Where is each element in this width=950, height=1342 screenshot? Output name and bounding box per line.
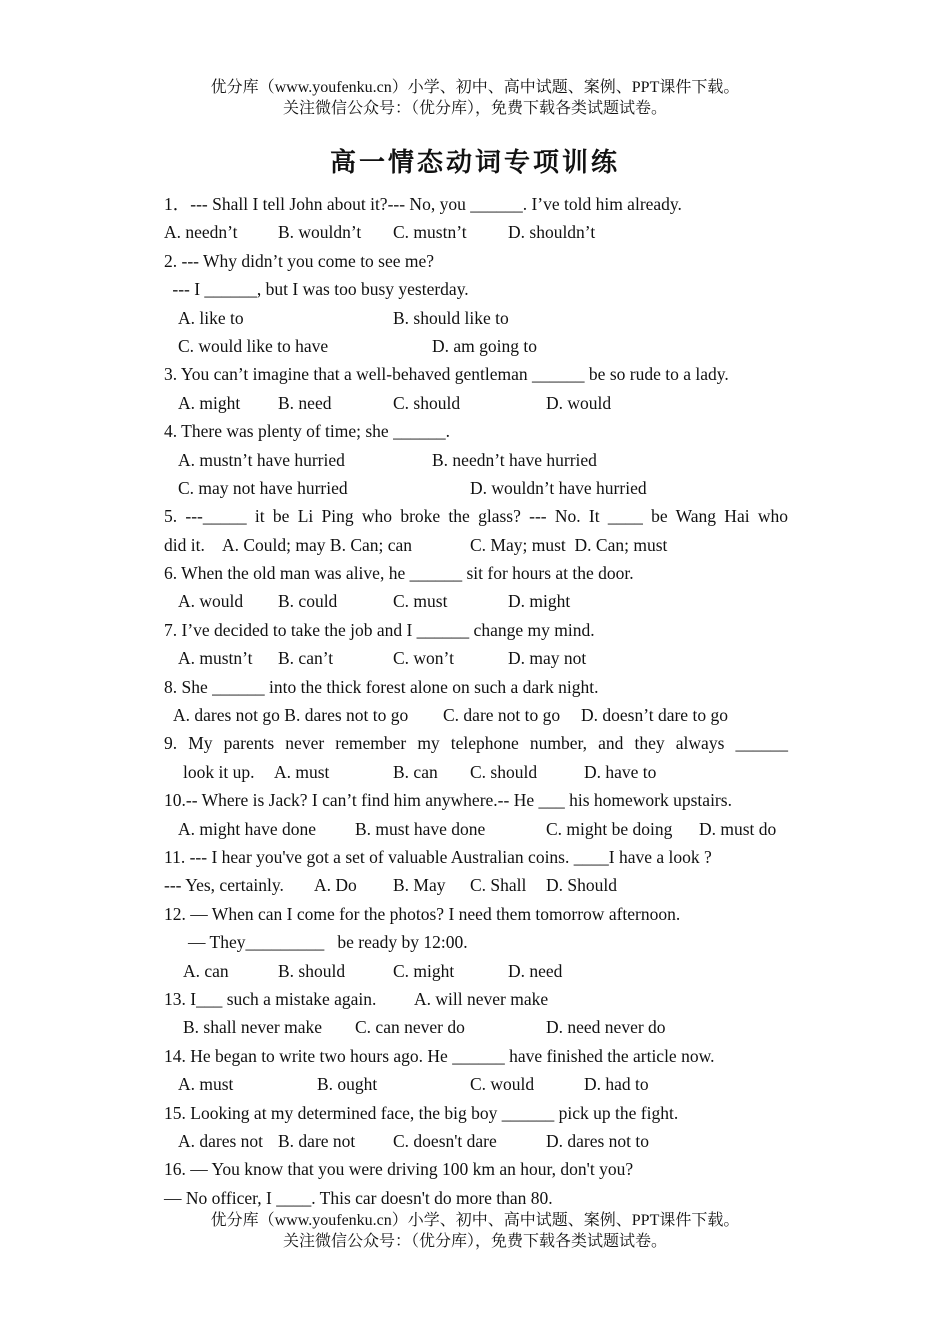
question-1: [164, 190, 788, 218]
question-text: 15. Looking at my determined face, the big boy ______ pick up the fight.: [164, 1102, 679, 1123]
question-15: [164, 1099, 788, 1127]
question-16-answer: [164, 1184, 788, 1212]
option: A. Could; may B. Can; can: [222, 534, 413, 555]
question-text: 13. I___ such a mistake again.: [164, 988, 377, 1009]
question-7: [164, 616, 788, 644]
option: A. mustn’t: [178, 648, 253, 669]
option: B. could: [278, 591, 338, 612]
question-text: 14. He began to write two hours ago. He ______ have finished the article now.: [164, 1045, 715, 1066]
option: C. might be doing: [546, 818, 673, 839]
option: C. dare not to go: [443, 705, 561, 726]
question-11: [164, 843, 788, 871]
options-7: [164, 644, 788, 672]
question-text: 7. I’ve decided to take the job and I ______ change my mind.: [164, 619, 595, 640]
options-10: [164, 815, 788, 843]
option: D. have to: [584, 761, 657, 782]
question-text: 11. --- I hear you've got a set of valuable Australian coins. ____I have a look ?: [164, 846, 712, 867]
option: B. wouldn’t: [278, 222, 362, 243]
option: C. must: [393, 591, 448, 612]
question-16: [164, 1155, 788, 1183]
question-text: 2. --- Why didn’t you come to see me?: [164, 250, 435, 271]
question-text: 10.-- Where is Jack? I can’t find him anywhere.-- He ___ his homework upstairs.: [164, 790, 732, 811]
exercise-list: [164, 190, 788, 1212]
option: D. might: [508, 591, 571, 612]
option: D. Should: [546, 875, 617, 896]
options-4b: [164, 474, 788, 502]
option: A. can: [183, 960, 229, 981]
option: C. doesn't dare: [393, 1130, 497, 1151]
header-line-2: 关注微信公众号：（优分库），免费下载各类试题试卷。: [282, 100, 667, 117]
options-14: [164, 1070, 788, 1098]
option: A. like to: [178, 307, 244, 328]
option: C. Shall: [470, 875, 527, 896]
option: A. Do: [314, 875, 357, 896]
options-6: [164, 587, 788, 615]
options-12: [164, 957, 788, 985]
option: C. might: [393, 960, 455, 981]
question-3: [164, 360, 788, 388]
option: A. might have done: [178, 818, 317, 839]
footer-line-1: 优分库（www.youfenku.cn）小学、初中、高中试题、案例、PPT课件下载。: [210, 1212, 740, 1229]
question-text: 1．--- Shall I tell John about it?--- No, you ______. I’ve told him already.: [164, 194, 682, 214]
option: B. ought: [317, 1074, 378, 1095]
options-8: [164, 701, 788, 729]
option: A. dares not go B. dares not to go: [173, 705, 409, 726]
question-text: — No officer, I ____. This car doesn't do more than 80.: [164, 1187, 553, 1208]
option: A. would: [178, 591, 244, 612]
options-5: [164, 531, 788, 559]
option: D. need: [508, 960, 563, 981]
option: D. shouldn’t: [508, 222, 596, 243]
options-1: [164, 218, 788, 246]
option: B. can’t: [278, 648, 334, 669]
option: A. must: [274, 761, 330, 782]
question-text: --- Yes, certainly.: [164, 875, 284, 896]
option: A. will never make: [414, 988, 549, 1009]
options-13: [164, 1013, 788, 1041]
option: C. may not have hurried: [178, 477, 348, 498]
question-8: [164, 673, 788, 701]
option: C. mustn’t: [393, 222, 467, 243]
option: D. had to: [584, 1074, 649, 1095]
option: D. would: [546, 392, 612, 413]
option: D. dares not to: [546, 1130, 650, 1151]
option: C. would: [470, 1074, 535, 1095]
option: C. May; must D. Can; must: [470, 534, 668, 555]
option: A. needn’t: [164, 222, 238, 243]
option: A. must: [178, 1074, 234, 1095]
question-13: [164, 985, 788, 1013]
question-text: did it.: [164, 534, 205, 555]
option: A. mustn’t have hurried: [178, 449, 345, 470]
options-15: [164, 1127, 788, 1155]
option: C. would like to have: [178, 335, 329, 356]
question-text: 12. — When can I come for the photos? I need them tomorrow afternoon.: [164, 903, 681, 924]
option: B. should: [278, 960, 346, 981]
question-text: — They_________ be ready by 12:00.: [188, 932, 468, 953]
option: D. may not: [508, 648, 587, 669]
question-text: 8. She ______ into the thick forest alone on such a dark night.: [164, 676, 599, 697]
option: B. needn’t have hurried: [432, 449, 597, 470]
option: B. shall never make: [183, 1017, 322, 1038]
question-2: [164, 247, 788, 275]
question-10: [164, 786, 788, 814]
option: A. might: [178, 392, 241, 413]
options-4a: [164, 446, 788, 474]
option: D. doesn’t dare to go: [581, 705, 728, 726]
question-text: 4. There was plenty of time; she ______.: [164, 421, 450, 442]
option: A. dares not: [178, 1130, 264, 1151]
option: D. am going to: [432, 335, 537, 356]
option: B. should like to: [393, 307, 509, 328]
question-text: 6. When the old man was alive, he ______ sit for hours at the door.: [164, 563, 634, 584]
options-9: [164, 758, 788, 786]
option: C. can never do: [355, 1017, 465, 1038]
question-2-answer: [164, 275, 788, 303]
option: B. May: [393, 875, 446, 896]
question-text: look it up.: [183, 761, 255, 782]
question-4: [164, 417, 788, 445]
option: D. must do: [699, 818, 777, 839]
question-6: [164, 559, 788, 587]
question-text: 16. — You know that you were driving 100 km an hour, don't you?: [164, 1159, 634, 1180]
question-text: 3. You can’t imagine that a well-behaved gentleman ______ be so rude to a lady.: [164, 364, 729, 385]
question-text: --- I ______, but I was too busy yesterday.: [168, 279, 469, 300]
option: D. need never do: [546, 1017, 666, 1038]
footer-line-2: 关注微信公众号：（优分库），免费下载各类试题试卷。: [282, 1233, 667, 1250]
option: B. dare not: [278, 1130, 356, 1151]
option: C. should: [393, 392, 461, 413]
option: B. must have done: [355, 818, 486, 839]
header-line-1: 优分库（www.youfenku.cn）小学、初中、高中试题、案例、PPT课件下载。: [210, 79, 740, 96]
option: C. won’t: [393, 648, 454, 669]
options-3: [164, 389, 788, 417]
question-5: 5. ---_____ it be Li Ping who broke the glass? --- No. It ____ be Wang Hai who: [164, 506, 788, 527]
options-11: [164, 871, 788, 899]
option: D. wouldn’t have hurried: [470, 477, 647, 498]
question-14: [164, 1042, 788, 1070]
option: B. need: [278, 392, 332, 413]
page-title: 高一情态动词专项训练: [329, 148, 620, 178]
question-12: [164, 900, 788, 928]
option: B. can: [393, 761, 438, 782]
option: C. should: [470, 761, 538, 782]
question-9: 9. My parents never remember my telephone number, and they always ______: [164, 733, 788, 754]
options-2b: [164, 332, 788, 360]
question-12-answer: [164, 928, 788, 956]
options-2a: [164, 304, 788, 332]
